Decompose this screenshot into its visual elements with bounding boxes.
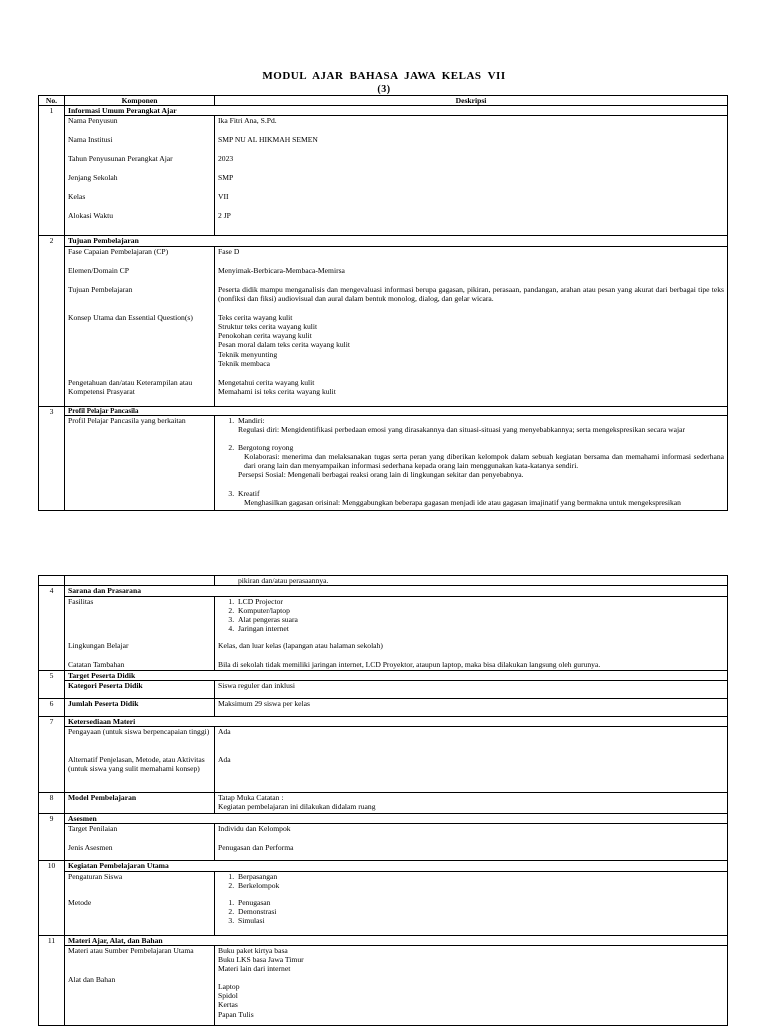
field-label: Pengaturan Siswa <box>68 871 123 881</box>
list-item: 1. LCD Projector <box>236 597 724 606</box>
section-number: 8 <box>39 793 65 814</box>
list-item: 3. Simulasi <box>236 916 724 925</box>
profile-list <box>218 416 724 507</box>
source-list <box>218 946 724 982</box>
field-label: Metode <box>68 897 92 907</box>
field-value: 2023 <box>218 154 234 164</box>
field-value: Ika Fitri Ana, S.Pd. <box>218 116 277 126</box>
field-label: Fase Capaian Pembelajaran (CP) <box>68 246 169 256</box>
field-label: Jenis Asesmen <box>68 843 113 853</box>
concept-list <box>218 313 724 378</box>
section-number: 4 <box>39 586 65 670</box>
section-title: Profil Pelajar Pancasila <box>65 406 728 416</box>
list-item: Buku LKS basa Jawa Timur <box>218 955 304 964</box>
list-item: 1. Mandiri: Regulasi diri: Mengidentifikasi perbedaan emosi yang dirasakannya dan situasi-situasi yang menyebabkannya; serta mengekspresikan secara wajar <box>236 416 724 435</box>
list-item: Pesan moral dalam teks cerita wayang kulit <box>218 340 351 350</box>
field-label: Tahun Penyusunan Perangkat Ajar <box>68 154 173 164</box>
list-item: 4. Jaringan internet <box>236 624 724 633</box>
section-5-body <box>39 680 728 698</box>
list-item: Mengetahui cerita wayang kulit <box>218 377 315 387</box>
field-value: 2 JP <box>218 211 231 221</box>
list-item: Struktur teks cerita wayang kulit <box>218 321 318 331</box>
list-item: Teks cerita wayang kulit <box>218 312 293 322</box>
field-label: Tujuan Pembelajaran <box>68 284 133 294</box>
section-title: Ketersediaan Materi <box>65 716 728 726</box>
field-value: Siswa reguler dan inklusi <box>215 680 728 698</box>
field-label: Nama Penyusun <box>68 116 118 126</box>
table-header-row <box>39 96 728 106</box>
section-11-body <box>39 945 728 1025</box>
section-number: 2 <box>39 236 65 406</box>
field-value: Ada <box>218 727 231 736</box>
field-label: Model Pembelajaran <box>65 793 215 814</box>
list-item: 1. Penugasan <box>236 898 724 907</box>
field-value: Kelas, dan luar kelas (lapangan atau halaman sekolah) <box>218 640 383 650</box>
header-deskripsi: Deskripsi <box>215 96 728 106</box>
field-value: Penugasan dan Performa <box>218 843 294 853</box>
section-number: 6 <box>39 698 65 716</box>
section-9-header <box>39 814 728 824</box>
facilities-list <box>218 597 724 641</box>
section-title: Target Peserta Didik <box>65 670 728 680</box>
section-9-body <box>39 824 728 861</box>
section-number: 10 <box>39 861 65 935</box>
field-label: Jenjang Sekolah <box>68 173 118 183</box>
section-number: 3 <box>39 406 65 511</box>
field-label: Lingkungan Belajar <box>68 640 129 650</box>
section-7-header <box>39 716 728 726</box>
tools-list <box>218 982 724 1019</box>
list-item: Kertas <box>218 1000 238 1010</box>
section-8 <box>39 793 728 814</box>
section-3-continuation: pikiran dan/atau perasaannya. <box>39 576 728 586</box>
section-number: 5 <box>39 670 65 698</box>
field-value: Bila di sekolah tidak memiliki jaringan internet, LCD Proyektor, ataupun laptop, maka bisa dilakukan langsung oleh gurunya. <box>218 659 601 669</box>
section-title: Kegiatan Pembelajaran Utama <box>65 861 728 871</box>
list-item: 2. Bergotong royong Kolaborasi: menerima dan melaksanakan tugas serta peran yang diberikan kelompok dalam sebuah kegiatan bersama dan memahami informasi sederhana dari orang lain dan menyampaikan informasi sederhana kepada orang lain menggunakan kata-katanya sendiri. Persepsi Sosial: Mengenali berbagai reaksi orang lain di lingkungan sekitar dan penyebabnya. <box>236 443 724 480</box>
section-number: 9 <box>39 814 65 861</box>
prerequisite-list <box>218 378 724 397</box>
section-3-header <box>39 406 728 416</box>
field-label: Materi atau Sumber Pembelajaran Utama <box>68 945 194 955</box>
field-label: Nama Institusi <box>68 135 113 145</box>
section-6 <box>39 698 728 716</box>
section-title: Informasi Umum Perangkat Ajar <box>65 106 728 116</box>
field-label: Catatan Tambahan <box>68 659 125 669</box>
section-2-header <box>39 236 728 246</box>
field-label: Alat dan Bahan <box>68 974 116 984</box>
section-number: 1 <box>39 106 65 236</box>
student-arrangement-list <box>218 872 724 898</box>
list-item: 2. Berkelompok <box>236 881 724 890</box>
section-3-body <box>39 416 728 511</box>
document-title: MODUL AJAR BAHASA JAWA KELAS VII <box>262 70 506 82</box>
field-value: Fase D <box>218 246 240 256</box>
list-item: 3. Alat pengeras suara <box>236 615 724 624</box>
section-10-body <box>39 871 728 935</box>
field-value: Ada <box>218 755 231 764</box>
section-1-body <box>39 116 728 236</box>
field-value: Tatap Muka Catatan : <box>218 793 284 802</box>
section-11-header <box>39 935 728 945</box>
list-item: 2. Komputer/laptop <box>236 606 724 615</box>
list-item: Buku paket kirtya basa <box>218 945 288 955</box>
section-number: 7 <box>39 716 65 792</box>
field-label: Alokasi Waktu <box>68 211 114 221</box>
field-value: Individu dan Kelompok <box>218 824 291 834</box>
list-item: Teknik membaca <box>218 358 270 368</box>
section-1-header <box>39 106 728 116</box>
field-label: Kategori Peserta Didik <box>65 680 215 698</box>
section-number: 11 <box>39 935 65 1025</box>
list-item: Papan Tulis <box>218 1009 254 1019</box>
field-label: Elemen/Domain CP <box>68 265 129 275</box>
field-value: SMP NU AL HIKMAH SEMEN <box>218 135 318 145</box>
field-label: Target Penilaian <box>68 824 118 834</box>
list-item: Teknik menyunting <box>218 349 278 359</box>
section-title: Asesmen <box>65 814 728 824</box>
section-4-header <box>39 586 728 596</box>
document-subtitle: (3) <box>377 84 391 95</box>
field-value: SMP <box>218 173 234 183</box>
module-table-page-1 <box>38 95 728 511</box>
field-label: Konsep Utama dan Essential Question(s) <box>68 312 193 322</box>
section-7-body <box>39 727 728 793</box>
list-item: Penokohan cerita wayang kulit <box>218 331 312 340</box>
list-item: Laptop <box>218 981 240 991</box>
header-no: No. <box>39 96 65 106</box>
section-4-body <box>39 596 728 670</box>
field-label: Fasilitas <box>68 596 94 606</box>
list-item: 1. Berpasangan <box>236 872 724 881</box>
field-value: Peserta didik mampu menganalisis dan mengevaluasi informasi berupa gagasan, pikiran, perasaan, pandangan, arahan atau pesan yang akurat dari berbagai tipe teks (nonfiksi dan fiksi) audiovisual dan aural dalam bentuk monolog, dialog, dan gelar wicara. <box>218 284 724 303</box>
field-value: VII <box>218 192 229 202</box>
field-value: Menyimak-Berbicara-Membaca-Memirsa <box>218 265 345 275</box>
section-title: Sarana dan Prasarana <box>65 586 728 596</box>
field-label: Pengayaan (untuk siswa berpencapaian tinggi) <box>68 727 210 736</box>
field-label: Jumlah Peserta Didik <box>65 698 215 716</box>
section-10-header <box>39 861 728 871</box>
section-2-body <box>39 246 728 406</box>
field-label: Alternatif Penjelasan, Metode, atau Aktivitas (untuk siswa yang sulit memahami konsep) <box>68 755 205 774</box>
field-label: Kelas <box>68 192 86 202</box>
list-item: Spidol <box>218 991 238 1000</box>
field-label: Profil Pelajar Pancasila yang berkaitan <box>65 416 215 511</box>
list-item: Materi lain dari internet <box>218 964 291 974</box>
list-item: Memahami isi teks cerita wayang kulit <box>218 386 336 396</box>
field-value: Maksimum 29 siswa per kelas <box>215 698 728 716</box>
section-title: Tujuan Pembelajaran <box>65 236 728 246</box>
list-item: 3. Kreatif Menghasilkan gagasan orisinal: Menggabungkan beberapa gagasan menjadi ide atau gagasan imajinatif yang bermakna untuk mengekspresikan <box>236 489 724 508</box>
module-table-page-2 <box>38 575 728 1026</box>
header-komponen: Komponen <box>65 96 215 106</box>
method-list <box>218 898 724 926</box>
field-label: Pengetahuan dan/atau Keterampilan atau Kompetensi Prasyarat <box>68 377 193 396</box>
list-item: 2. Demonstrasi <box>236 907 724 916</box>
field-value: Kegiatan pembelajaran ini dilakukan didalam ruang <box>218 802 376 812</box>
section-title: Materi Ajar, Alat, dan Bahan <box>65 935 728 945</box>
section-5-header <box>39 670 728 680</box>
